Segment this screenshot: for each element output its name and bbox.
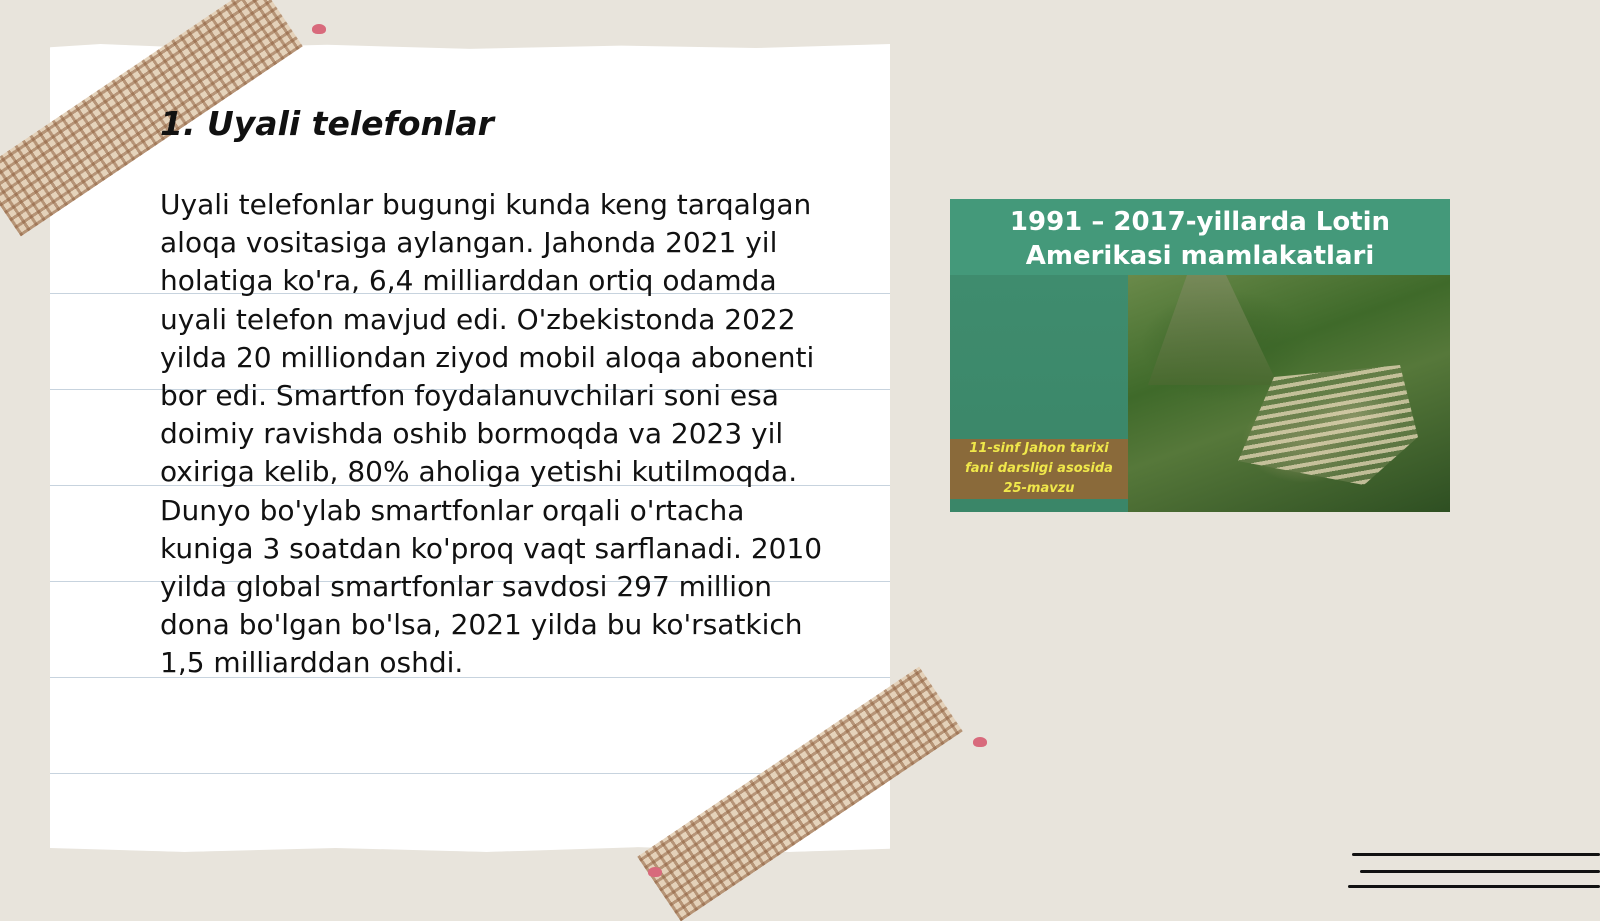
slide-title — [950, 205, 1450, 273]
tape-pin — [312, 24, 326, 34]
body-paragraph: Uyali telefonlar bugungi kunda keng tarqalgan aloqa vositasiga aylangan. Jahonda 2021 yil holatiga ko'ra, 6,4 milliarddan ortiq odamda uyali telefon mavjud edi. O'zbekistonda 2022 yilda 20 milliondan ziyod mobil aloqa abonenti bor edi. Smartfon foydalanuvchilari soni esa doimiy ravishda oshib bormoqda va 2023 yil oxiriga kelib, 80% aholiga yetishi kutilmoqda. Dunyo bo'ylab smartfonlar orqali o'rtacha kuniga 3 soatdan ko'proq vaqt sarflanadi. 2010 yilda global smartfonlar savdosi 297 million dona bo'lgan bo'lsa, 2021 yilda bu ko'rsatkich 1,5 milliarddan oshdi. — [160, 188, 823, 680]
tape-pin — [973, 737, 987, 747]
tape-pin — [648, 867, 662, 877]
mountain-peak — [1148, 275, 1278, 385]
slide-title-line-2: Amerikasi mamlakatlari — [1025, 241, 1375, 271]
slide-thumbnail-image — [950, 199, 1450, 512]
decorative-scribble-line — [1348, 885, 1600, 888]
slide-note-line-2: fani darsligi asosida — [965, 461, 1113, 476]
slide-note-line-1: 11-sinf Jahon tarixi — [969, 441, 1109, 456]
decorative-scribble-line — [1360, 870, 1600, 873]
section-heading: 1. Uyali telefonlar — [160, 104, 494, 143]
decorative-scribble-line — [1352, 853, 1600, 856]
slide-note-line-3: 25-mavzu — [1003, 481, 1075, 496]
machu-picchu-photo — [1128, 275, 1450, 512]
slide-note — [950, 439, 1128, 499]
slide-title-line-1: 1991 – 2017-yillarda Lotin — [1009, 207, 1391, 237]
